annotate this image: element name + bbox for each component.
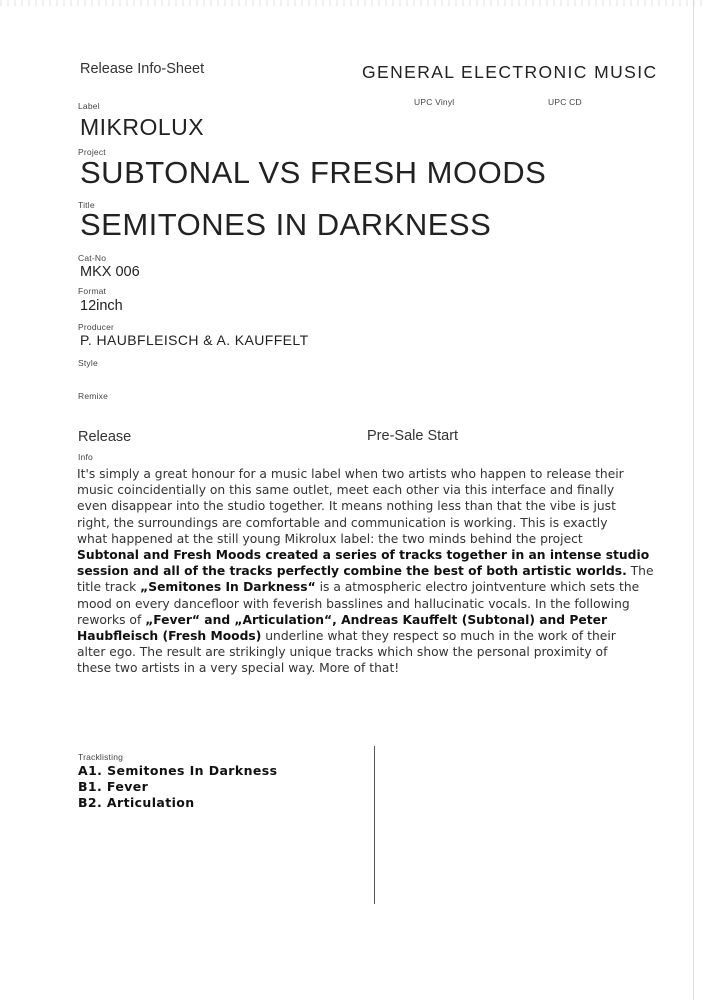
project-caption: Project <box>78 147 106 157</box>
info-line <box>77 482 697 498</box>
track-item: B2. Articulation <box>78 795 195 810</box>
info-segment: these two artists in a very special way. More of that! <box>77 661 400 676</box>
info-segment: even disappear into the studio together. It means nothing less than that the vibe is just <box>77 499 616 514</box>
info-line <box>77 498 697 514</box>
info-line <box>77 515 697 531</box>
info-segment: underline what they respect so much in the work of their <box>261 629 616 644</box>
info-segment-bold: Subtonal and Fresh Moods created a series of tracks together in an intense studio <box>77 548 650 563</box>
producer-value: P. HAUBFLEISCH & A. KAUFFELT <box>80 332 309 348</box>
info-segment: what happened at the still young Mikrolux label: the two minds behind the project <box>77 531 583 546</box>
tracklisting-caption: Tracklisting <box>78 752 124 762</box>
info-line <box>77 547 697 563</box>
info-segment-bold: „Fever“ and „Articulation“, Andreas Kauffelt (Subtonal) and Peter <box>145 612 608 627</box>
remixe-caption: Remixe <box>78 391 109 401</box>
company-name: GENERAL ELECTRONIC MUSIC <box>362 62 658 82</box>
presale-start-label: Pre-Sale Start <box>367 428 459 444</box>
upc-vinyl-label: UPC Vinyl <box>414 97 455 107</box>
info-segment-bold: session and all of the tracks perfectly combine the best of both artistic worlds. <box>77 564 627 579</box>
format-caption: Format <box>78 286 107 296</box>
info-line <box>77 660 697 676</box>
info-text <box>77 466 697 677</box>
info-segment: alter ego. The result are strikingly unique tracks which show the personal proximity of <box>77 645 608 660</box>
info-segment: reworks of <box>77 612 146 627</box>
info-segment: The <box>626 564 654 579</box>
info-line <box>77 531 697 547</box>
title-value: SEMITONES IN DARKNESS <box>80 207 492 242</box>
info-line <box>77 644 697 660</box>
track-item: B1. Fever <box>78 779 149 794</box>
label-caption: Label <box>78 101 100 111</box>
info-segment: It's simply a great honour for a music label when two artists who happen to release their <box>77 467 624 481</box>
info-segment: is a atmospheric electro jointventure which sets the <box>315 580 640 595</box>
sheet-title: Release Info-Sheet <box>80 61 205 77</box>
tracklisting <box>78 752 277 811</box>
info-segment-bold: Haubfleisch (Fresh Moods) <box>77 629 262 644</box>
upc-cd-label: UPC CD <box>548 97 582 107</box>
producer-caption: Producer <box>78 322 115 332</box>
label-value: MIKROLUX <box>80 114 205 140</box>
info-segment: mood on every dancefloor with feverish basslines and hallucinatic vocals. In the following <box>77 596 630 611</box>
project-value: SUBTONAL VS FRESH MOODS <box>80 155 547 190</box>
title-caption: Title <box>78 200 95 210</box>
style-caption: Style <box>78 358 98 368</box>
info-line <box>77 612 697 628</box>
release-label: Release <box>78 429 132 445</box>
info-caption: Info <box>78 452 93 462</box>
info-line <box>77 596 697 612</box>
info-segment: right, the surroundings are comfortable and communication is working. This is exactly <box>77 515 608 530</box>
info-segment: music coincidentially on this same outlet, meet each other via this interface and finally <box>77 483 615 498</box>
info-segment: title track <box>77 580 141 595</box>
info-line <box>77 466 697 482</box>
info-segment-bold: „Semitones In Darkness“ <box>140 580 316 595</box>
track-item: A1. Semitones In Darkness <box>78 763 278 778</box>
info-line <box>77 563 697 579</box>
info-line <box>77 628 697 644</box>
catno-value: MKX 006 <box>80 264 140 280</box>
scan-edge-noise <box>0 0 707 6</box>
info-line <box>77 579 697 595</box>
format-value: 12inch <box>80 298 123 314</box>
column-divider <box>374 746 375 904</box>
catno-caption: Cat-No <box>78 253 107 263</box>
